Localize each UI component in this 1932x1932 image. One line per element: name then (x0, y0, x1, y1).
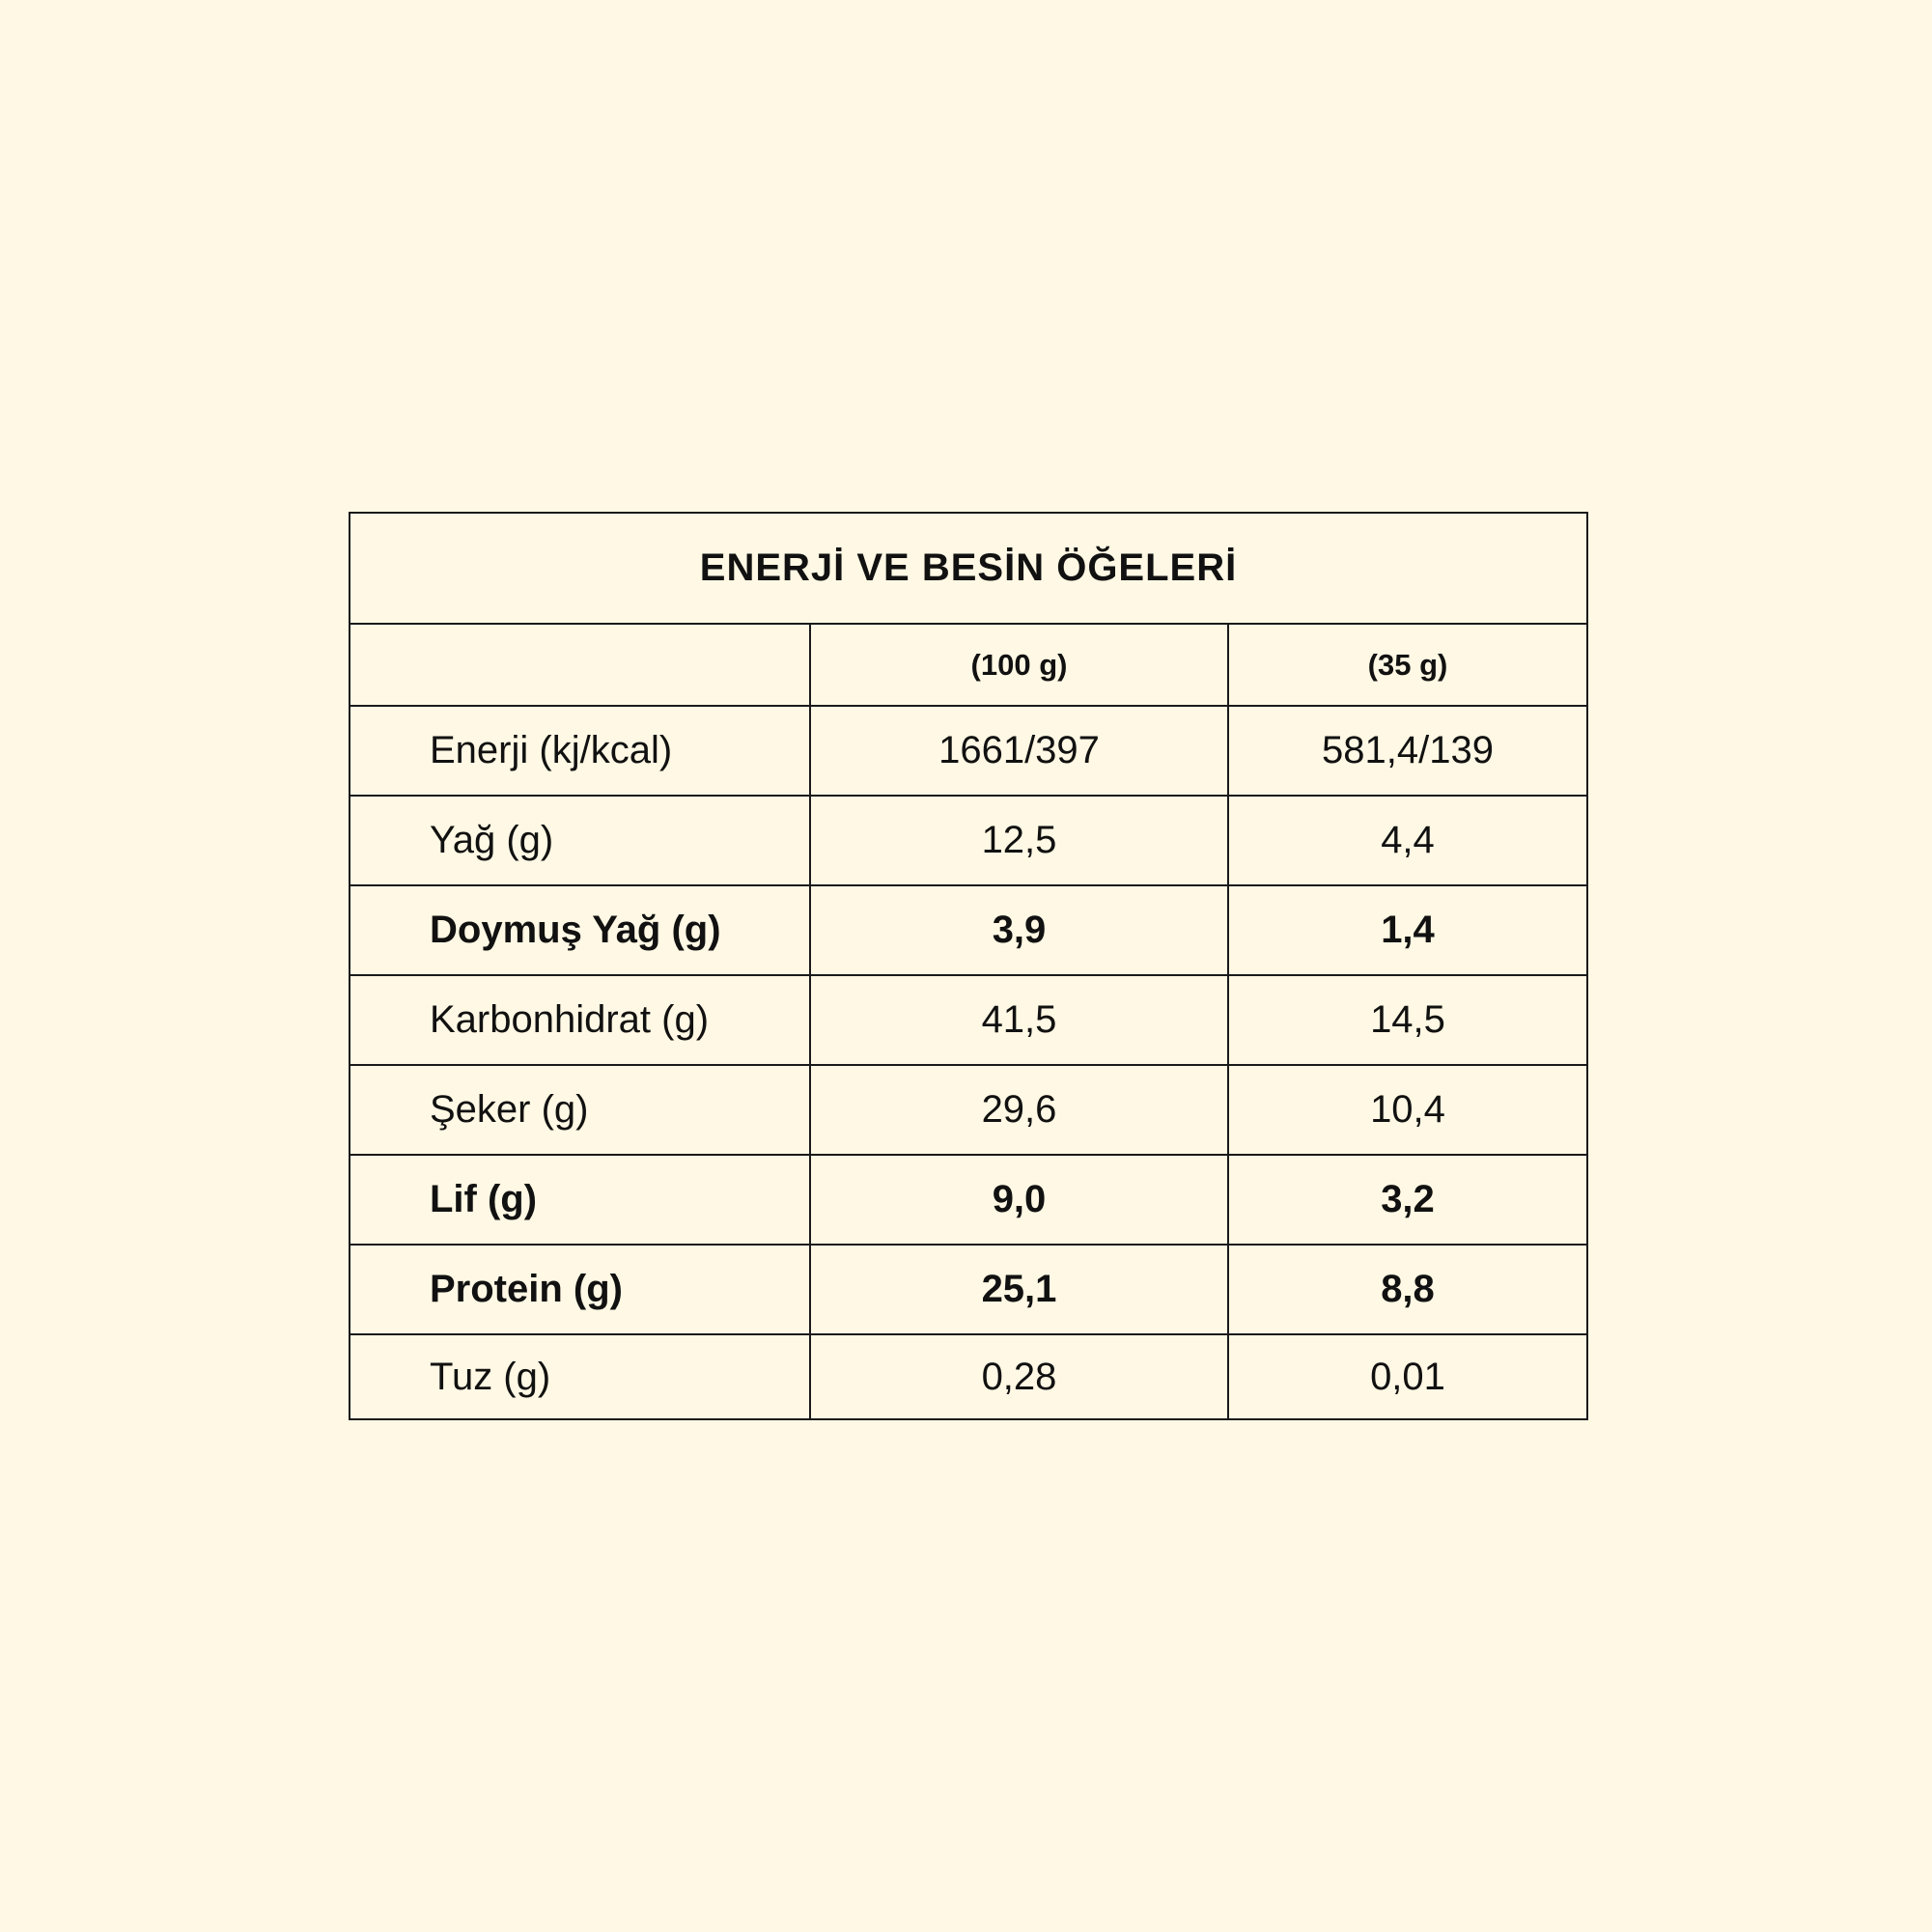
table-row-karbonhidrat (350, 975, 1587, 1065)
table-row-protein (350, 1245, 1587, 1334)
row-label: Lif (g) (350, 1155, 810, 1245)
value-per-100g: 12,5 (810, 796, 1228, 885)
value-per-100g: 3,9 (810, 885, 1228, 975)
value-per-35g: 10,4 (1228, 1065, 1587, 1155)
table-row-doymus-yag (350, 885, 1587, 975)
row-label: Karbonhidrat (g) (350, 975, 810, 1065)
value-per-100g: 0,28 (810, 1334, 1228, 1419)
table-title: ENERJİ VE BESİN ÖĞELERİ (350, 513, 1587, 624)
table-row-lif (350, 1155, 1587, 1245)
header-empty (350, 624, 810, 706)
row-label: Enerji (kj/kcal) (350, 706, 810, 796)
value-per-100g: 1661/397 (810, 706, 1228, 796)
row-label: Şeker (g) (350, 1065, 810, 1155)
value-per-100g: 9,0 (810, 1155, 1228, 1245)
header-per-35g: (35 g) (1228, 624, 1587, 706)
header-per-100g: (100 g) (810, 624, 1228, 706)
value-per-35g: 3,2 (1228, 1155, 1587, 1245)
value-per-35g: 1,4 (1228, 885, 1587, 975)
row-label: Doymuş Yağ (g) (350, 885, 810, 975)
nutrition-table (349, 512, 1588, 1420)
table-row-yag (350, 796, 1587, 885)
value-per-35g: 8,8 (1228, 1245, 1587, 1334)
value-per-35g: 0,01 (1228, 1334, 1587, 1419)
value-per-35g: 14,5 (1228, 975, 1587, 1065)
row-label: Tuz (g) (350, 1334, 810, 1419)
value-per-100g: 41,5 (810, 975, 1228, 1065)
value-per-100g: 25,1 (810, 1245, 1228, 1334)
title-row (350, 513, 1587, 624)
row-label: Yağ (g) (350, 796, 810, 885)
value-per-100g: 29,6 (810, 1065, 1228, 1155)
row-label: Protein (g) (350, 1245, 810, 1334)
value-per-35g: 4,4 (1228, 796, 1587, 885)
header-row (350, 624, 1587, 706)
table-row-seker (350, 1065, 1587, 1155)
value-per-35g: 581,4/139 (1228, 706, 1587, 796)
table-row-enerji (350, 706, 1587, 796)
table-row-tuz (350, 1334, 1587, 1419)
